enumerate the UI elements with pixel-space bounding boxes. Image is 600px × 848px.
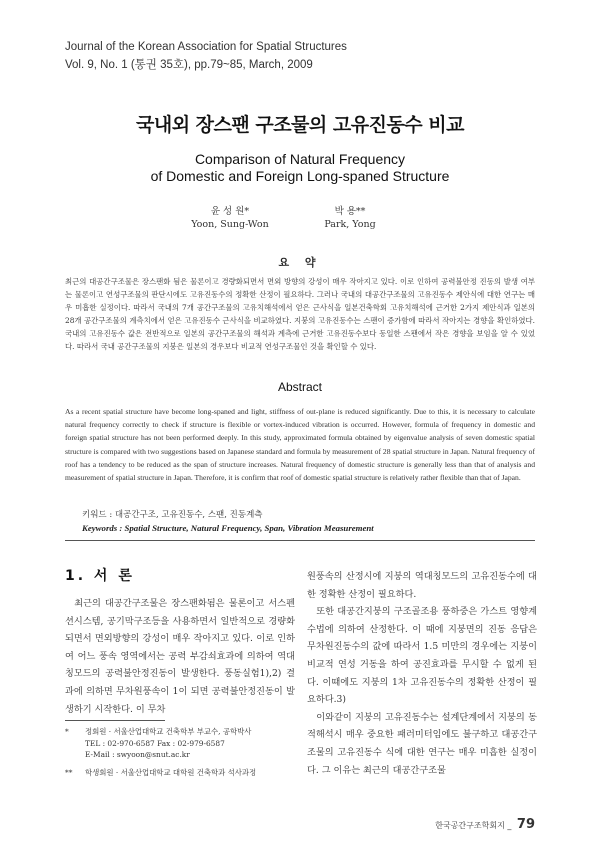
footnote-divider [65,720,165,721]
footnote [65,726,300,761]
footnote [65,767,300,779]
author-1-korean: 윤 성 원* [210,206,250,217]
keywords-english: Keywords : Spatial Structure, Natural Frequency, Span, Vibration Measurement [82,523,374,533]
section-1-title: 1. 서 론 [65,568,135,584]
title-korean: 국내외 장스팬 구조물의 고유진동수 비교 [136,114,464,136]
paragraph: 최근의 대공간구조물은 장스팬화됨은 물론이고 서스펜션시스템, 공기막구조등을 사용하면서 일반적으로 경량화되면서 면외방향의 강성이 매우 작아지고 있다. 이로 인하여 어느 풍속 영역에서는 공력 부감쇠효과에 의하여 역대칭모드의 공력불안정진동이 발생한다. 풍동실험1),2) 결과에 의하면 무차원풍속이 1이 되면 공력불안정진동이 발생하기 시작한다. 이 무차 [65,598,295,715]
abstract-korean-body: 최근의 대공간구조물은 장스팬화 됨은 물론이고 경량화되면서 면외 방향의 강성이 매우 작아지고 있다. 이로 인하여 공력불안정 진동의 발생 여부는 물론이고 연성구조물의 판단시에도 고유진동수의 정확한 산정이 필요하다. 그러나 국내의 대공간구조물의 고유진동수 제안식에 대한 연구는 매우 미흡한 실정이다. 따라서 국내의 7개 공간구조물의 고유치해석에서 얻은 근사식을 일본건축학회 고유치해석에 근거한 2가지 제안식과 일본의 28개 공간구조물의 계측치에서 얻은 고유진동수 근사식을 비교하였다. 지붕의 고유진동수는 스팬이 증가함에 따라서 작아지는 경향을 확인하였다. 국내의 고유진동수 값은 전반적으로 일본의 공간구조물의 해석과 계측에 근거한 고유진동수보다 동일한 스팬에서 작은 경향을 보임을 알 수 있었다. 따라서 국내 공간구조물의 지붕은 일본의 경우보다 비교적 연성구조물인 것을 확인할 수 있다. [65,277,535,351]
footer-separator: _ [507,821,512,830]
body-column-left [65,595,295,718]
footnote-line: E-Mail : swyoon@snut.ac.kr [85,750,190,759]
title-english-line-2: of Domestic and Foreign Long-spaned Structure [150,168,450,184]
footer-journal: 한국공간구조학회지 [435,821,505,830]
keywords-korean: 키워드 : 대공간구조, 고유진동수, 스팬, 진동계측 [82,510,263,520]
journal-name: Journal of the Korean Association for Spatial Structures [65,41,347,53]
footnotes [65,726,300,778]
author-1-english: Yoon, Sung-Won [191,219,269,230]
footnote-line: 정회원 · 서울산업대학교 건축학부 부교수, 공학박사 [85,727,252,736]
footnote-mark: * [65,727,69,736]
paragraph: 이와같이 지붕의 고유진동수는 설계단계에서 지붕의 동적해석시 매우 중요한 패러미터임에도 불구하고 대공간구조물의 고유진동수 식에 대한 연구는 매우 미흡한 실정이다. 그 이유는 최근의 대공간구조물 [307,711,537,776]
page-number: 79 [516,817,535,832]
paragraph: 또한 대공간지붕의 구조골조용 풍하중은 가스트 영향계수법에 의하여 산정한다. 이 때에 지붕면의 진동 응답은 무차원진동수의 값에 따라서 1.5 미만의 경우에는 지붕이 비교적 연성 거동을 하여 공진효과를 무시할 수 없게 된다. 이때에도 지붕의 1차 고유진동수의 정확한 산정이 필요하다.3) [307,606,537,706]
paragraph: 원풍속의 산정시에 지붕의 역대칭모드의 고유진동수에 대한 정확한 산정이 필요하다. [307,571,537,600]
body-column-right [307,568,537,779]
divider [65,540,535,541]
footnote-mark: ** [65,767,73,777]
abstract-korean-heading: 요 약 [278,256,322,269]
page-footer [435,817,535,832]
title-english-line-1: Comparison of Natural Frequency [194,151,406,167]
author-2-korean: 박 용** [334,206,366,217]
footnote-line: 학생회원 · 서울산업대학교 대학원 건축학과 석사과정 [85,767,257,777]
journal-volume: Vol. 9, No. 1 (통권 35호), pp.79~85, March, 2009 [65,59,313,71]
abstract-english-heading: Abstract [277,380,322,394]
footnote-line: TEL : 02-970-6587 Fax : 02-979-6587 [85,738,225,748]
author-2-english: Park, Yong [324,219,376,230]
abstract-english-body: As a recent spatial structure have become long-spaned and light, stiffness of out-plane is reduced significantly. Due to this, it is necessary to calculate natural frequency correctly to check if structure is flexible or vortex-induced vibration is occurred. However, formula of frequency in domestic and foreign spatial structure has not been performed deeply. In this study, approximated formula obtained by eigenvalue analysis of seven domestic spatial structure is compared with two suggestions based on Japanese standard and formula by measurement of 28 spatial structure in Japan. Natural frequency of roof has a tendency to be reduced as the span of structure increases. Natural frequency of domestic structure is generally less than that of analysis and measurement of spatial structure in Japan. Therefore, it is confirm that roof of domestic spatial structure is relatively rather flexible than that of Japan. [65,407,535,483]
